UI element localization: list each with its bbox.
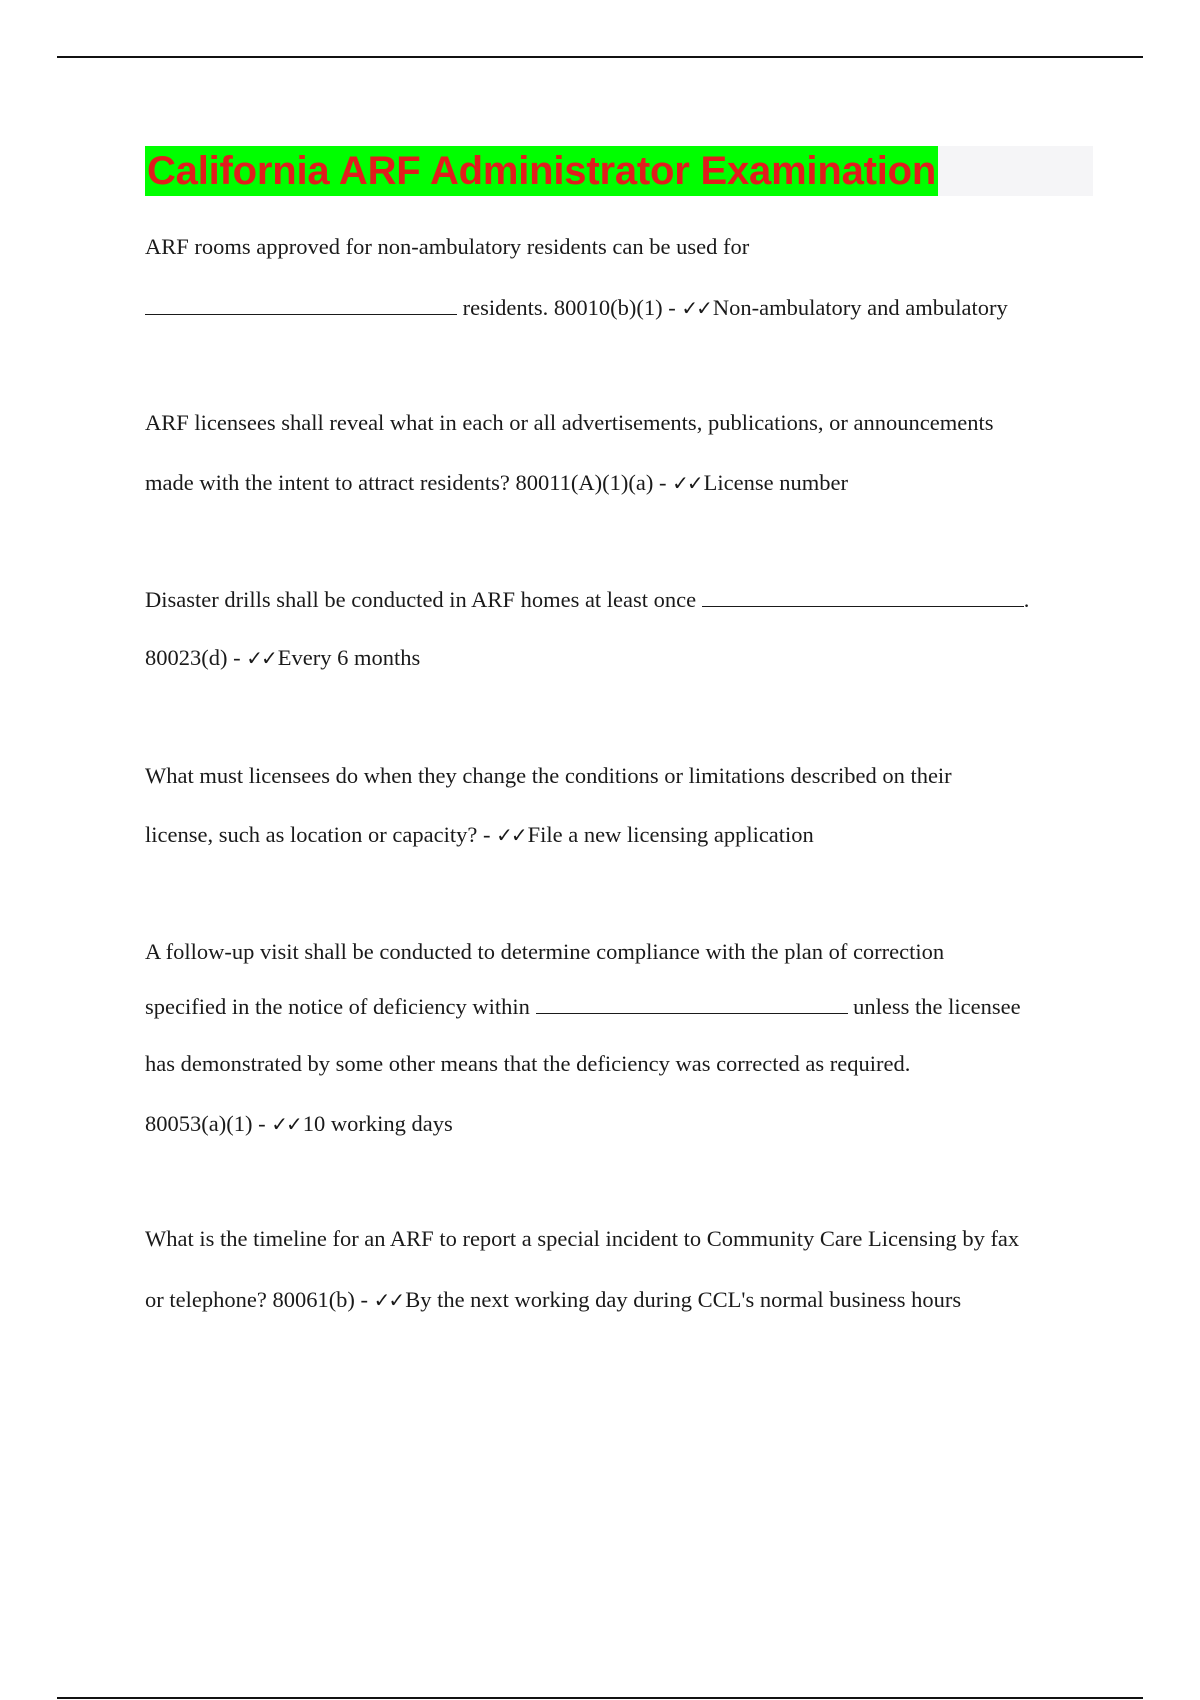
question-text xyxy=(145,992,1021,1022)
document-title: California ARF Administrator Examination xyxy=(145,146,938,196)
fill-in-blank xyxy=(536,993,848,1014)
question-text xyxy=(145,585,1029,615)
question-part: residents. 80010(b)(1) - xyxy=(462,295,676,320)
question-text xyxy=(145,1049,910,1079)
double-check-icon: ✓✓ xyxy=(271,1112,301,1136)
question-part: 80053(a)(1) - xyxy=(145,1111,266,1136)
answer-text: 10 working days xyxy=(302,1111,453,1136)
question-text xyxy=(145,408,994,438)
question-part: What must licensees do when they change the conditions or limitations described on their xyxy=(145,763,952,788)
double-check-icon: ✓✓ xyxy=(246,646,276,670)
answer-text: Every 6 months xyxy=(277,645,421,670)
question-part: 80023(d) - xyxy=(145,645,241,670)
double-check-icon: ✓✓ xyxy=(681,296,711,320)
question-part: Disaster drills shall be conducted in ARF homes at least once xyxy=(145,587,697,612)
question-text xyxy=(145,232,749,262)
question-text xyxy=(145,1109,453,1139)
question-part-end: unless the licensee xyxy=(853,994,1021,1019)
question-text xyxy=(145,820,814,850)
question-text xyxy=(145,293,1008,323)
question-part: What is the timeline for an ARF to report a special incident to Community Care Licensing by fax xyxy=(145,1226,1020,1251)
header-rule xyxy=(57,56,1143,58)
fill-in-blank xyxy=(702,586,1024,607)
answer-text: Non-ambulatory and ambulatory xyxy=(712,295,1008,320)
question-part: made with the intent to attract residents? 80011(A)(1)(a) - xyxy=(145,470,667,495)
question-part: or telephone? 80061(b) - xyxy=(145,1287,369,1312)
double-check-icon: ✓✓ xyxy=(373,1288,404,1312)
double-check-icon: ✓✓ xyxy=(496,823,526,847)
question-text xyxy=(145,1224,1019,1254)
question-part: specified in the notice of deficiency within xyxy=(145,994,530,1019)
answer-text: By the next working day during CCL's normal business hours xyxy=(405,1287,962,1312)
question-text xyxy=(145,937,944,967)
question-text xyxy=(145,643,420,673)
answer-text: File a new licensing application xyxy=(527,822,814,847)
question-part-end: . xyxy=(1023,587,1030,612)
question-text xyxy=(145,468,848,498)
question-text xyxy=(145,1285,961,1315)
fill-in-blank xyxy=(145,294,457,315)
double-check-icon: ✓✓ xyxy=(672,471,702,495)
question-part: A follow-up visit shall be conducted to determine compliance with the plan of correction xyxy=(145,939,945,964)
answer-text: License number xyxy=(703,470,848,495)
question-part: has demonstrated by some other means that the deficiency was corrected as required. xyxy=(145,1051,911,1076)
question-part: ARF licensees shall reveal what in each or all advertisements, publications, or announcements xyxy=(145,410,994,435)
question-part: ARF rooms approved for non-ambulatory residents can be used for xyxy=(145,234,750,259)
question-text xyxy=(145,761,952,791)
question-part: license, such as location or capacity? - xyxy=(145,822,491,847)
footer-rule xyxy=(57,1697,1143,1699)
